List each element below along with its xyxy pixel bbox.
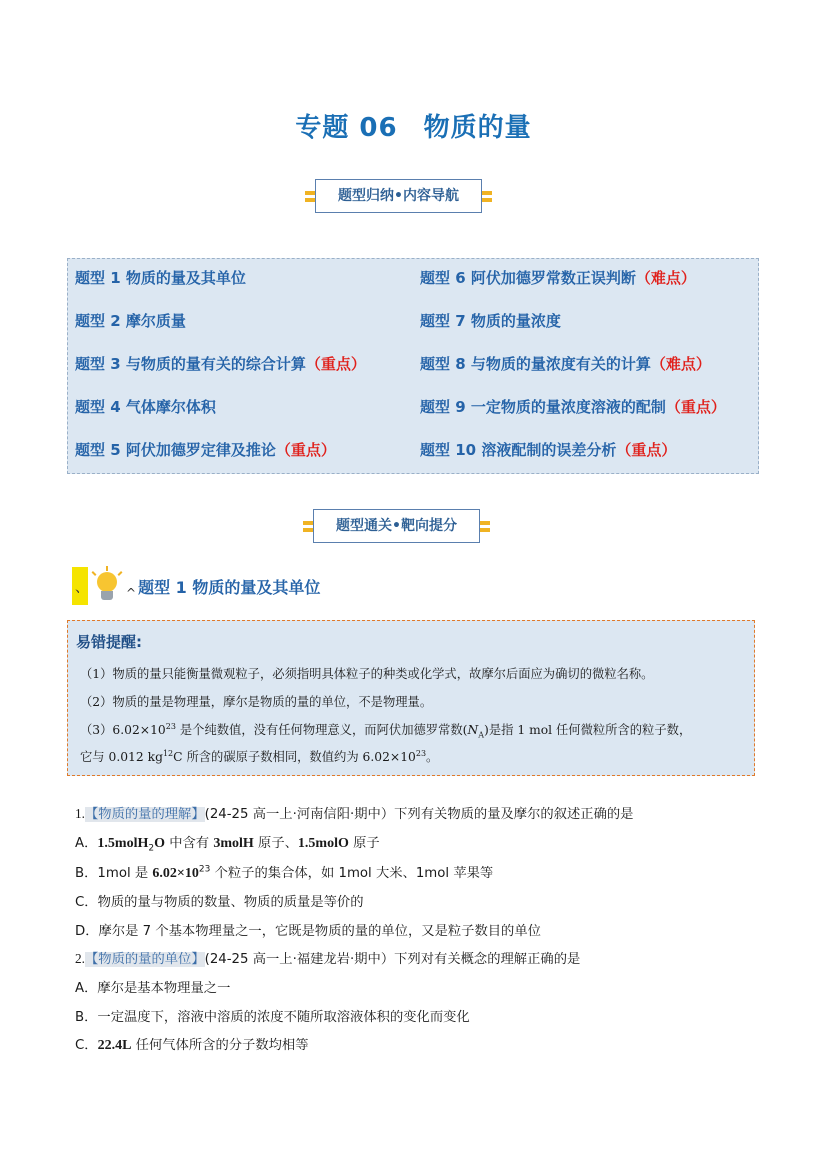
question-2-option-c[interactable]: C．22.4L 任何气体所含的分子数均相等 xyxy=(75,1038,309,1053)
question-1-option-a[interactable]: A．1.5molH$_2$O 中含有 3molH 原子、1.5molO 原子 xyxy=(75,836,380,854)
yellow-marker: 、 xyxy=(72,567,88,605)
section-title: 题型 1 物质的量及其单位 xyxy=(138,577,321,597)
question-2-stem: 2.【物质的量的单位】(24-25 高一上·福建龙岩·期中）下列对有关概念的理解正确的是 xyxy=(75,951,581,967)
tip-line-1: （1）物质的量只能衡量微观粒子，必须指明具体粒子的种类或化学式，故摩尔后面应为确切的微粒名称。 xyxy=(80,667,654,681)
banner-left-bars xyxy=(303,514,313,538)
tip-line-2: （2）物质的量是物理量，摩尔是物质的量的单位，不是物理量。 xyxy=(80,695,433,709)
nav-item-topic-9[interactable]: 题型 9 一定物质的量浓度溶液的配制（重点） xyxy=(420,398,726,416)
question-2-option-b[interactable]: B．一定温度下，溶液中溶质的浓度不随所取溶液体积的变化而变化 xyxy=(75,1010,470,1025)
nav-item-topic-7[interactable]: 题型 7 物质的量浓度 xyxy=(420,312,561,330)
nav-item-topic-3[interactable]: 题型 3 与物质的量有关的综合计算（重点） xyxy=(75,355,366,373)
nav-banner-label: 题型归纳•内容导航 xyxy=(315,179,482,213)
page-title xyxy=(0,107,827,144)
banner-right-bars xyxy=(482,184,492,208)
question-1-option-c[interactable]: C．物质的量与物质的数量、物质的质量是等价的 xyxy=(75,895,364,910)
section-heading xyxy=(72,566,320,606)
question-tag: 【物质的量的单位】 xyxy=(84,952,205,967)
banner-left-bars xyxy=(305,184,315,208)
topic-navigation xyxy=(67,258,759,474)
tip-line-4: 它与 0.012 $kg^{12}C$ 所含的碳原子数相同，数值约为 $6.02\times 10^{23}$。 xyxy=(80,748,439,764)
question-2-option-a[interactable]: A．摩尔是基本物理量之一 xyxy=(75,981,231,996)
practice-banner xyxy=(303,509,490,543)
practice-banner-label: 题型通关•靶向提分 xyxy=(313,509,480,543)
nav-item-topic-8[interactable]: 题型 8 与物质的量浓度有关的计算（难点） xyxy=(420,355,711,373)
lightbulb-icon xyxy=(90,566,124,606)
error-tips-box xyxy=(67,620,755,776)
tips-title: 易错提醒: xyxy=(76,633,142,651)
nav-item-topic-5[interactable]: 题型 5 阿伏加德罗定律及推论（重点） xyxy=(75,441,336,459)
caret-mark: ^ xyxy=(126,586,137,600)
question-tag: 【物质的量的理解】 xyxy=(84,807,205,822)
nav-item-topic-10[interactable]: 题型 10 溶液配制的误差分析（重点） xyxy=(420,441,677,459)
nav-item-topic-1[interactable]: 题型 1 物质的量及其单位 xyxy=(75,269,246,287)
tip-line-3: $(3)6.02\times 10^{23}$ 是个纯数值，没有任何物理意义，而阿伏加德罗常数$(N_A)$是指 1 mol 任何微粒所含的粒子数， xyxy=(80,721,692,740)
nav-item-topic-2[interactable]: 题型 2 摩尔质量 xyxy=(75,312,186,330)
nav-item-topic-4[interactable]: 题型 4 气体摩尔体积 xyxy=(75,398,216,416)
nav-banner xyxy=(305,179,492,213)
title-prefix: 专题 06 xyxy=(295,113,398,143)
question-1-option-b[interactable]: B．1mol 是 $6.02\times 10^{23}$ 个粒子的集合体，如 1mol 大米、1mol 苹果等 xyxy=(75,864,494,881)
nav-item-topic-6[interactable]: 题型 6 阿伏加德罗常数正误判断（难点） xyxy=(420,269,696,287)
title-main: 物质的量 xyxy=(423,113,532,143)
banner-right-bars xyxy=(480,514,490,538)
question-1-stem: 1.【物质的量的理解】(24-25 高一上·河南信阳·期中）下列有关物质的量及摩尔的叙述正确的是 xyxy=(75,806,634,822)
question-1-option-d[interactable]: D．摩尔是 7 个基本物理量之一，它既是物质的量的单位，又是粒子数目的单位 xyxy=(75,924,541,939)
